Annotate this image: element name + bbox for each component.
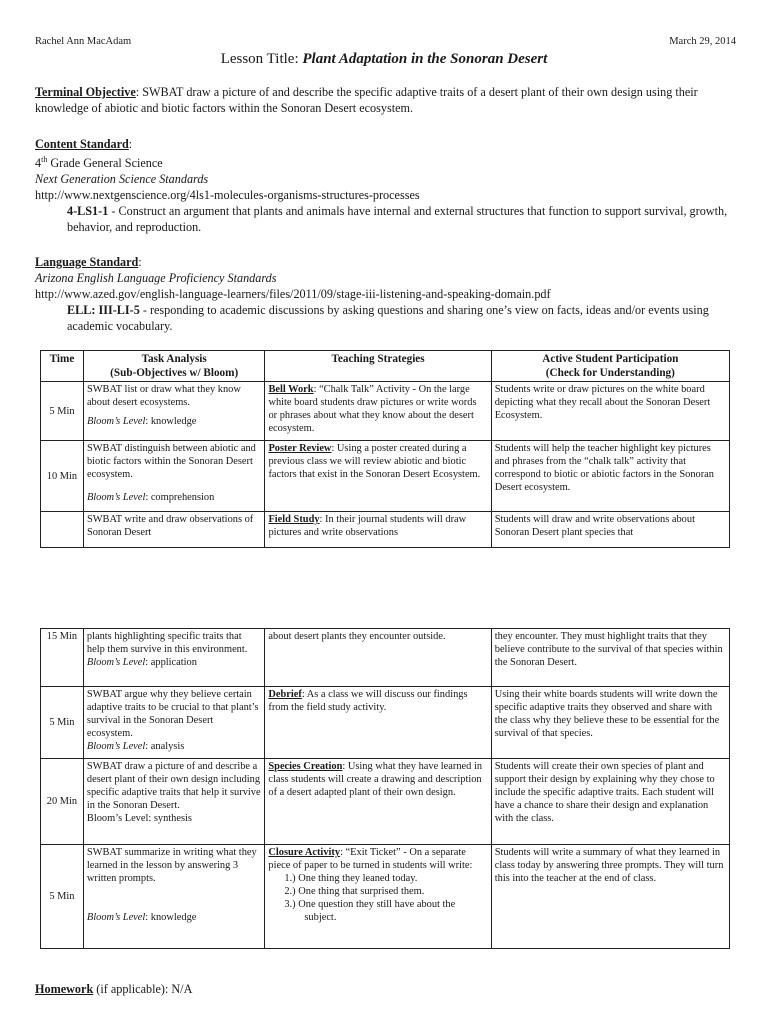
header-time: Time bbox=[41, 351, 84, 382]
header-task: Task Analysis (Sub-Objectives w/ Bloom) bbox=[83, 351, 265, 382]
list-item: 1.) One thing they leaned today. bbox=[284, 873, 418, 884]
lesson-title-main: Plant Adaptation in the Sonoran Desert bbox=[302, 51, 548, 67]
content-standards-name: Next Generation Science Standards bbox=[35, 172, 209, 187]
header-teaching: Teaching Strategies bbox=[265, 351, 491, 382]
terminal-objective bbox=[35, 84, 740, 116]
table-row: 10 Min SWBAT distinguish between abiotic and biotic factors within the Sonoran Desert ecosystem. Bloom’s Level: comprehension Poster Review: Using a poster created during a previous class we will review abiotic and biotic factors that exist in the Sonoran Desert Ecosystem. Students will help the teacher highlight key pictures and phrases from the “chalk talk” activity that correspond to biotic or abiotic factors in the Sonoran Desert ecosystem. bbox=[41, 441, 730, 512]
language-standards-name: Arizona English Language Proficiency Standards bbox=[35, 271, 277, 285]
table-row: SWBAT write and draw observations of Sonoran Desert Field Study: In their journal students will draw pictures and write observations Students will draw and write observations about Sonoran Desert plant species that bbox=[41, 512, 730, 548]
content-standard: Content Standard: 4th Grade General Science Next Generation Science Standards http://www.nextgenscience.org/4ls1-molecules-organisms-structures-processes 4-LS1-1 - Construct an argument that plants and animals have internal and external structures that function to support survival, growth, behavior, and reproduction. bbox=[35, 136, 740, 235]
list-item: 3.) One question they still have about the subject. bbox=[284, 899, 456, 923]
table-row: 15 Min plants highlighting specific traits that help them survive in this environment. Bloom’s Level: application about desert plants they encounter outside. they encounter. They must highlight traits that they believe contribute to the survival of that species within the Sonoran Desert. bbox=[41, 629, 730, 687]
language-standard-code: ELL: III-LI-5 - responding to academic discussions by asking questions and sharing one’s view on facts, ideas and/or events using academic vocabulary. bbox=[67, 303, 709, 333]
language-standard: Language Standard: Arizona English Language Proficiency Standards http://www.azed.gov/english-language-learners/files/2011/09/stage-iii-listening-and-speaking-domain.pdf ELL: III-LI-5 - responding to academic discussions by asking questions and sharing one’s view on facts, ideas and/or events using academic vocabulary. bbox=[35, 254, 740, 334]
lesson-title-prefix: Lesson Title: bbox=[220, 51, 303, 67]
language-standard-link[interactable]: http://www.azed.gov/english-language-learners/files/2011/09/stage-iii-listening-and-speaking-domain.pdf bbox=[35, 287, 551, 301]
content-standard-label: Content Standard bbox=[35, 137, 129, 151]
lesson-table-part-1 bbox=[40, 350, 730, 548]
table-row: 20 Min SWBAT draw a picture of and describe a desert plant of their own design including specific adaptive traits that help it survive in the Sonoran Desert. Bloom’s Level: synthesis Species Creation: Using what they have learned in class students will create a drawing and description of a desert adapted plant of their own design. Students will create their own species of plant and support their design by explaining why they chose to include the specific adaptive traits. Each student will have a chance to share their design and explanation with the class. bbox=[41, 759, 730, 845]
table-row: 5 Min SWBAT argue why they believe certain adaptive traits to be crucial to that plant’s survival in the Sonoran Desert ecosystem. Bloom’s Level: analysis Debrief: As a class we will discuss our findings from the field study activity. Using their white boards students will write down the specific adaptive traits they observed and share with the class why they believe these to be essential for the survival of that species. bbox=[41, 687, 730, 759]
author-name: Rachel Ann MacAdam bbox=[35, 36, 132, 47]
header-active: Active Student Participation (Check for Understanding) bbox=[491, 351, 729, 382]
table-row: 5 Min SWBAT list or draw what they know about desert ecosystems. Bloom’s Level: knowledge Bell Work: “Chalk Talk” Activity - On the large white board students draw pictures or write words or phrases about what they know about the desert ecosystem. Students write or draw pictures on the white board depicting what they recall about the Sonoran Desert Ecosystem. bbox=[41, 382, 730, 441]
content-standard-link[interactable]: http://www.nextgenscience.org/4ls1-molecules-organisms-structures-processes bbox=[35, 188, 420, 203]
content-standard-code: 4-LS1-1 - Construct an argument that plants and animals have internal and external structures that function to support survival, growth, behavior, and reproduction. bbox=[67, 204, 728, 235]
language-standard-label: Language Standard bbox=[35, 255, 139, 269]
document-date: March 29, 2014 bbox=[669, 36, 736, 47]
homework-text: (if applicable): N/A bbox=[93, 982, 193, 996]
table-header-row bbox=[41, 351, 730, 382]
grade-level: 4th Grade General Science bbox=[35, 155, 163, 171]
table-row: 5 Min SWBAT summarize in writing what they learned in the lesson by answering 3 written prompts. Bloom’s Level: knowledge Closure Activity: “Exit Ticket” - On a separate piece of paper to be turned in students will write: 1.) One thing they leaned today. 2.) One thing that surprised them. 3.) One question they still have about the subject. Students will write a summary of what they learned in class today by answering three prompts. They will turn this into the teacher at the end of class. bbox=[41, 845, 730, 949]
homework-label: Homework bbox=[35, 982, 94, 996]
terminal-objective-text: : SWBAT draw a picture of and describe the specific adaptive traits of a desert plant of their own design using their knowledge of abiotic and biotic factors within the Sonoran Desert ecosystem. bbox=[35, 85, 698, 115]
lesson-table-part-2 bbox=[40, 628, 730, 949]
exit-ticket-list bbox=[268, 872, 487, 924]
homework bbox=[35, 982, 192, 997]
lesson-title bbox=[0, 51, 768, 68]
terminal-objective-label: Terminal Objective bbox=[35, 85, 136, 99]
list-item: 2.) One thing that surprised them. bbox=[284, 886, 425, 897]
